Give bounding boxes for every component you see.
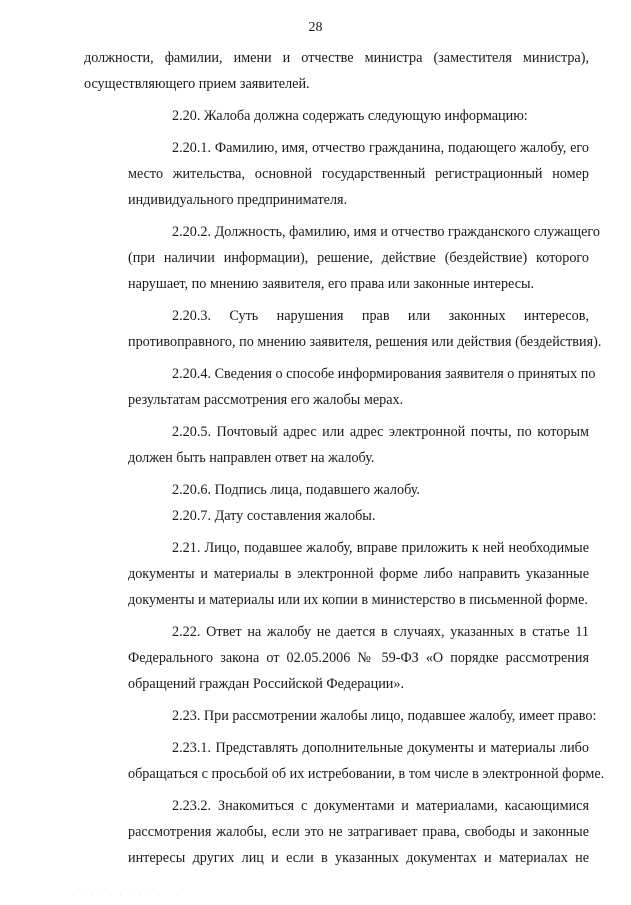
paragraph-2-20-6 <box>84 477 589 503</box>
paragraph-2-20-5 <box>84 419 589 471</box>
paragraph-2-20-4 <box>84 361 596 413</box>
text-line: документы и материалы или их копии в министерство в письменной форме. <box>128 592 588 608</box>
text-line: 2.20.4. Сведения о способе информирования заявителя о принятых по <box>172 366 596 382</box>
text-line: нарушает, по мнению заявителя, его права или законные интересы. <box>128 276 535 292</box>
paragraph-2-23-1 <box>84 735 605 787</box>
text-line: результатам рассмотрения его жалобы мерах. <box>128 392 404 408</box>
text-line: 2.20.6. Подпись лица, подавшего жалобу. <box>172 482 420 498</box>
paragraph-2-20-3 <box>84 303 602 355</box>
text-line: место жительства, основной государственный регистрационный номер <box>128 166 589 182</box>
text-line: должен быть направлен ответ на жалобу. <box>128 450 375 466</box>
text-line: противоправного, по мнению заявителя, решения или действия (бездействия). <box>128 334 602 350</box>
text-line: 2.23.2. Знакомиться с документами и материалами, касающимися <box>172 798 589 814</box>
page-number: 28 <box>308 20 323 35</box>
paragraph-2-23 <box>84 703 597 729</box>
text-line: 2.20.1. Фамилию, имя, отчество гражданина, подающего жалобу, его <box>172 140 589 156</box>
text-line: 2.20.2. Должность, фамилию, имя и отчество гражданского служащего <box>172 224 600 240</box>
paragraph-2-22 <box>84 619 589 697</box>
document-body <box>84 45 605 871</box>
text-line: обращений граждан Российской Федерации». <box>128 676 405 692</box>
text-line: должности, фамилии, имени и отчестве министра (заместителя министра), <box>84 50 589 66</box>
paragraph-2-21 <box>84 535 589 613</box>
text-line: 2.21. Лицо, подавшее жалобу, вправе приложить к ней необходимые <box>172 540 589 556</box>
text-line: 2.23. При рассмотрении жалобы лицо, подавшее жалобу, имеет право: <box>172 708 597 724</box>
text-line: (при наличии информации), решение, действие (бездействие) которого <box>128 250 589 266</box>
text-line: 2.20.3. Суть нарушения прав или законных интересов, <box>172 308 589 324</box>
text-line: 2.20.5. Почтовый адрес или адрес электронной почты, по которым <box>172 424 589 440</box>
text-line: обращаться с просьбой об их истребовании, в том числе в электронной форме. <box>128 766 605 782</box>
text-line: документы и материалы в электронной форме либо направить указанные <box>128 566 589 582</box>
text-line: Федерального закона от 02.05.2006 № 59-ФЗ «О порядке рассмотрения <box>128 650 589 666</box>
paragraph-2-20-7 <box>84 503 589 529</box>
text-line: 2.22. Ответ на жалобу не дается в случаях, указанных в статье 11 <box>172 624 589 640</box>
text-line: 2.23.1. Представлять дополнительные документы и материалы либо <box>172 740 589 756</box>
scan-artifact: · · · · · · · · · · · · <box>72 893 182 899</box>
text-line: осуществляющего прием заявителей. <box>84 76 310 92</box>
paragraph-2-20-2 <box>84 219 600 297</box>
paragraph-2-20 <box>84 103 589 129</box>
text-line: 2.20. Жалоба должна содержать следующую информацию: <box>172 108 528 124</box>
text-line: индивидуального предпринимателя. <box>128 192 348 208</box>
text-line: рассмотрения жалобы, если это не затрагивает права, свободы и законные <box>128 824 589 840</box>
paragraph-2-20-1 <box>84 135 589 213</box>
text-line: 2.20.7. Дату составления жалобы. <box>172 508 376 524</box>
text-line: интересы других лиц и если в указанных документах и материалах не <box>128 850 589 866</box>
paragraph-intro <box>84 45 589 97</box>
paragraph-2-23-2 <box>84 793 589 871</box>
